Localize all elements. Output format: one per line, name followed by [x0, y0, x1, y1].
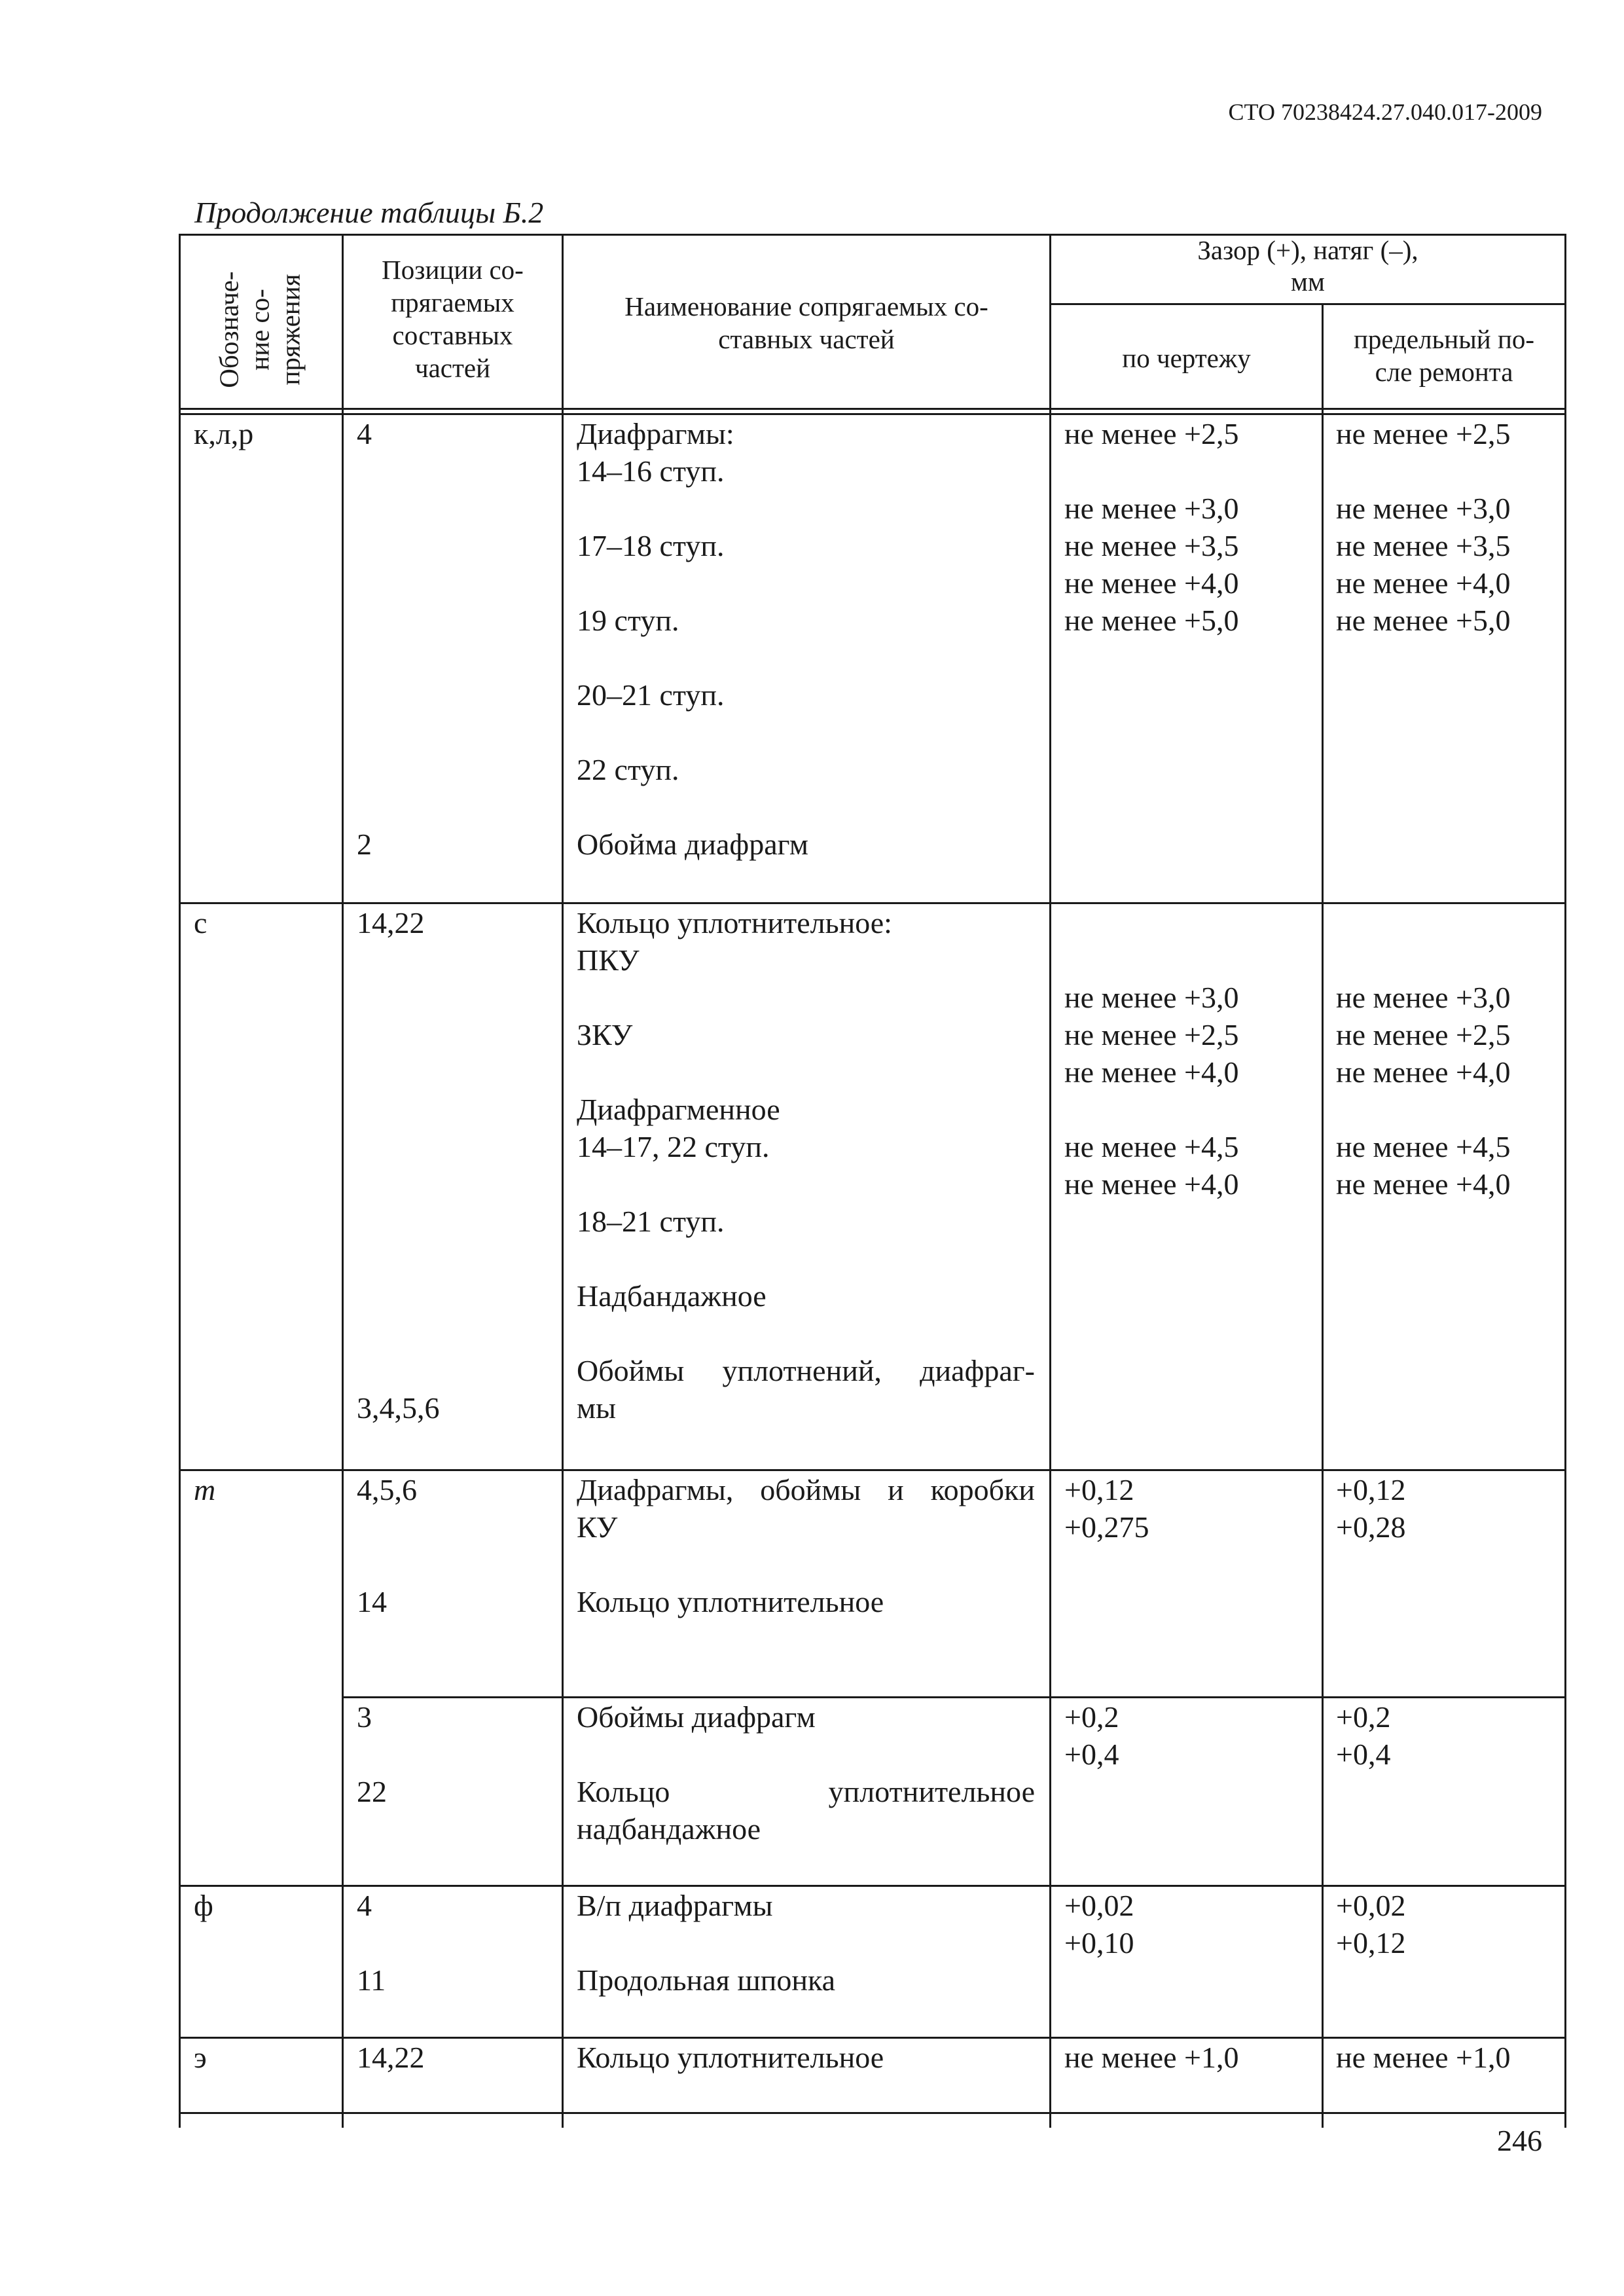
cell-line: 14,22 [357, 2041, 425, 2074]
column-divider [342, 234, 344, 2128]
header-name: Наименование сопрягаемых со- ставных частей [624, 291, 988, 354]
cell-line: мы [577, 1391, 617, 1425]
header-clearance: Зазор (+), натяг (–), мм [1197, 235, 1418, 297]
cell-line: +0,2 [1336, 1700, 1391, 1734]
column-divider [1049, 234, 1051, 2128]
cell-line: +0,275 [1064, 1510, 1149, 1544]
cell-line: 14,22 [357, 906, 425, 939]
cell-line: не менее +3,0 [1336, 492, 1511, 525]
cell-line: не менее +2,5 [1064, 1018, 1239, 1051]
cell-line: не менее +4,0 [1064, 1167, 1239, 1201]
cell-line: 4,5,6 [357, 1473, 417, 1506]
column-divider [1322, 304, 1324, 2128]
cell-line: 2 [357, 828, 372, 861]
cell-line: +0,28 [1336, 1510, 1406, 1544]
cell-line: Диафрагменное [577, 1093, 780, 1126]
header-by-drawing: по чертежу [1122, 343, 1251, 373]
cell-line: 3 [357, 1700, 372, 1734]
cell-line: ф [194, 1889, 213, 1922]
cell-line: не менее +2,5 [1336, 1018, 1511, 1051]
cell-line: не менее +4,5 [1064, 1130, 1239, 1163]
cell-line: 18–21 ступ. [577, 1205, 725, 1238]
cell-line: т [194, 1473, 216, 1506]
cell-line: 4 [357, 1889, 372, 1922]
cell-line: не менее +2,5 [1064, 417, 1239, 450]
page-number: 246 [1497, 2124, 1542, 2157]
cell-line: +0,4 [1336, 1738, 1391, 1771]
cell-line: +0,02 [1064, 1889, 1134, 1922]
cell-line: надбандажное [577, 1812, 761, 1846]
cell-line: ПКУ [577, 943, 640, 977]
cell-line: КУ [577, 1510, 618, 1544]
table-border-bottom [179, 2112, 1566, 2114]
column-divider [562, 234, 564, 2128]
cell-line: +0,4 [1064, 1738, 1119, 1771]
cell-line: +0,12 [1064, 1473, 1134, 1506]
cell-line: +0,12 [1336, 1926, 1406, 1959]
cell-line: не менее +4,0 [1336, 566, 1511, 600]
cell-line: не менее +3,0 [1336, 981, 1511, 1014]
cell-line: не менее +2,5 [1336, 417, 1511, 450]
cell-line: не менее +5,0 [1336, 604, 1511, 637]
cell-line: Кольцо уплотнительное: [577, 906, 892, 939]
cell-line: не менее +1,0 [1336, 2041, 1511, 2074]
cell-line: +0,10 [1064, 1926, 1134, 1959]
cell-line: к,л,р [194, 417, 254, 450]
cell-line: не менее +4,0 [1336, 1055, 1511, 1089]
cell-line: +0,02 [1336, 1889, 1406, 1922]
cell-line: Кольцо уплотнительное [577, 2041, 884, 2074]
cell-line: 17–18 ступ. [577, 529, 725, 562]
cell-line: 14 [357, 1585, 387, 1618]
cell-line: не менее +3,0 [1064, 492, 1239, 525]
cell-line: Надбандажное [577, 1279, 767, 1313]
cell-line: 22 [357, 1775, 387, 1808]
cell-line: 4 [357, 417, 372, 450]
cell-line: Обоймы уплотнений, диафраг- [577, 1354, 1035, 1387]
cell-line: не менее +4,0 [1064, 566, 1239, 600]
cell-line: 20–21 ступ. [577, 678, 725, 712]
cell-line: не менее +3,5 [1336, 529, 1511, 562]
cell-line: 14–17, 22 ступ. [577, 1130, 770, 1163]
cell-line: +0,2 [1064, 1700, 1119, 1734]
cell-line: 19 ступ. [577, 604, 679, 637]
cell-line: 14–16 ступ. [577, 454, 725, 488]
document-code: СТО 70238424.27.040.017-2009 [1228, 99, 1542, 125]
cell-line: 22 ступ. [577, 753, 679, 786]
cell-line: 3,4,5,6 [357, 1391, 440, 1425]
header-double-line [179, 408, 1566, 410]
cell-line: 11 [357, 1963, 386, 1997]
header-designation: Обозначе- ние со- пряжения [213, 270, 306, 388]
cell-line: Диафрагмы, обоймы и коробки [577, 1473, 1035, 1506]
cell-line: не менее +3,0 [1064, 981, 1239, 1014]
table-border-right [1564, 234, 1566, 2128]
header-positions: Позиции со- прягаемых составных частей [382, 255, 524, 383]
cell-line: не менее +4,0 [1064, 1055, 1239, 1089]
table-caption: Продолжение таблицы Б.2 [194, 196, 544, 229]
cell-line: с [194, 906, 208, 939]
cell-line: Кольцо уплотнительное [577, 1775, 1035, 1808]
cell-line: Обоймы диафрагм [577, 1700, 816, 1734]
header-limit-after-repair: предельный по- сле ремонта [1353, 324, 1535, 387]
header-subdivider [1049, 303, 1566, 305]
cell-line: +0,12 [1336, 1473, 1406, 1506]
cell-line: В/п диафрагмы [577, 1889, 773, 1922]
header-designation-cell [180, 251, 340, 408]
cell-line: Диафрагмы: [577, 417, 734, 450]
cell-line: Кольцо уплотнительное [577, 1585, 884, 1618]
cell-line: не менее +1,0 [1064, 2041, 1239, 2074]
cell-line: не менее +3,5 [1064, 529, 1239, 562]
cell-line: ЗКУ [577, 1018, 633, 1051]
cell-line: Обойма диафрагм [577, 828, 808, 861]
cell-line: не менее +4,0 [1336, 1167, 1511, 1201]
cell-line: Продольная шпонка [577, 1963, 836, 1997]
cell-line: э [194, 2041, 207, 2074]
cell-line: не менее +5,0 [1064, 604, 1239, 637]
table-border-left [179, 234, 181, 2128]
cell-line: не менее +4,5 [1336, 1130, 1511, 1163]
